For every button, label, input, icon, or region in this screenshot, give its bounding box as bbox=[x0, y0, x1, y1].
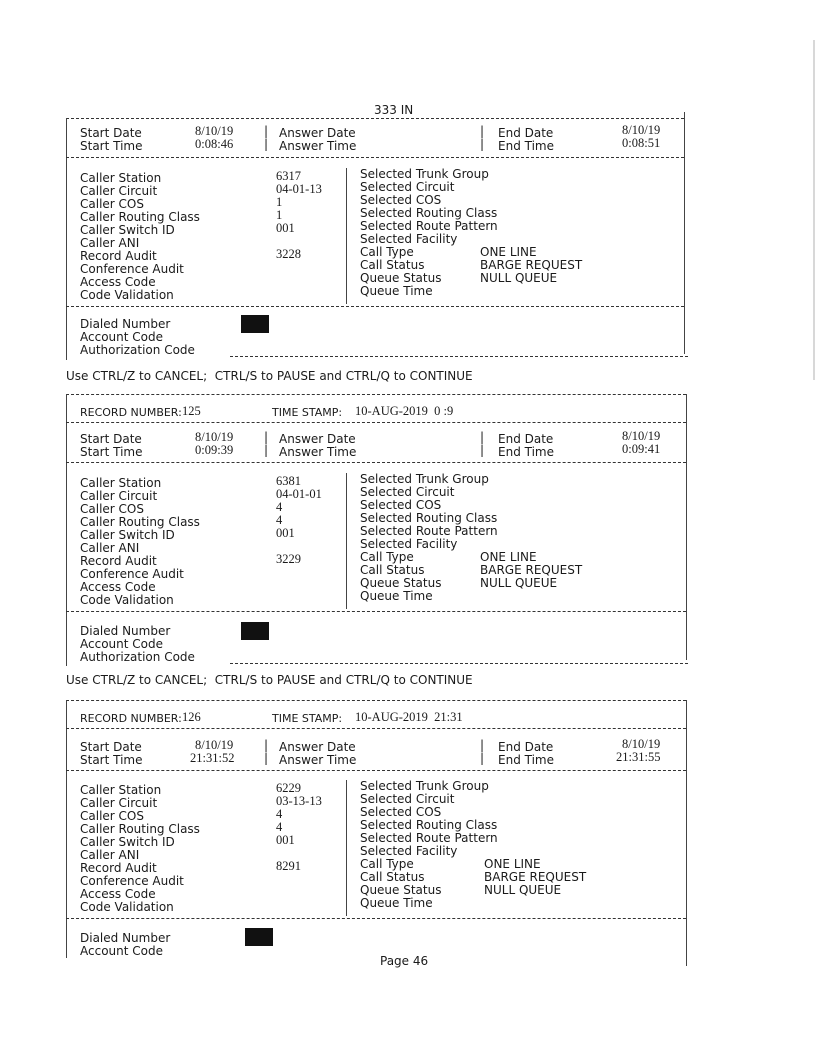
time-stamp-value: 10-AUG-2019 0 :9 bbox=[355, 404, 454, 418]
divider bbox=[66, 700, 67, 958]
selected-facility-label: Selected Facility bbox=[360, 844, 458, 858]
sep: | bbox=[480, 751, 485, 765]
divider bbox=[66, 306, 684, 307]
page-number: Page 46 bbox=[380, 954, 429, 968]
queue-status-value: NULL QUEUE bbox=[480, 576, 558, 590]
divider bbox=[66, 700, 686, 701]
record-audit-label: Record Audit bbox=[80, 554, 157, 568]
answer-date-label: Answer Date bbox=[279, 740, 356, 754]
call-status-value: BARGE REQUEST bbox=[484, 870, 587, 884]
start-time-label: Start Time bbox=[80, 445, 143, 459]
call-status-value: BARGE REQUEST bbox=[480, 563, 583, 577]
caller-routing-class-value: 4 bbox=[276, 513, 283, 527]
selected-circuit-label: Selected Circuit bbox=[360, 792, 455, 806]
selected-cos-label: Selected COS bbox=[360, 193, 442, 207]
sep: | bbox=[264, 751, 269, 765]
redaction-box bbox=[241, 622, 269, 640]
ctrl-instruction: Use CTRL/Z to CANCEL; CTRL/S to PAUSE and CTRL/Q to CONTINUE bbox=[66, 369, 473, 383]
caller-switch-id-value: 001 bbox=[276, 526, 295, 540]
start-time-value: 0:08:46 bbox=[195, 137, 234, 151]
caller-switch-id-label: Caller Switch ID bbox=[80, 223, 175, 237]
caller-circuit-value: 04-01-01 bbox=[276, 487, 322, 501]
access-code-label: Access Code bbox=[80, 887, 156, 901]
end-date-label: End Date bbox=[498, 126, 554, 140]
sep: | bbox=[264, 443, 269, 457]
ctrl-instruction: Use CTRL/Z to CANCEL; CTRL/S to PAUSE and CTRL/Q to CONTINUE bbox=[66, 673, 473, 687]
dialed-number-label: Dialed Number bbox=[80, 624, 171, 638]
caller-station-value: 6381 bbox=[276, 474, 301, 488]
divider bbox=[686, 394, 687, 660]
call-type-label: Call Type bbox=[360, 857, 414, 871]
caller-circuit-value: 03-13-13 bbox=[276, 794, 322, 808]
divider bbox=[346, 780, 347, 916]
caller-switch-id-value: 001 bbox=[276, 833, 295, 847]
divider bbox=[66, 157, 684, 158]
start-date-label: Start Date bbox=[80, 126, 142, 140]
divider bbox=[66, 118, 67, 360]
divider bbox=[66, 462, 686, 463]
caller-cos-label: Caller COS bbox=[80, 197, 144, 211]
end-date-value: 8/10/19 bbox=[622, 429, 661, 443]
queue-time-label: Queue Time bbox=[360, 896, 433, 910]
start-time-label: Start Time bbox=[80, 753, 143, 767]
scan-edge bbox=[813, 40, 815, 380]
start-time-value: 0:09:39 bbox=[195, 443, 234, 457]
authorization-code-label: Authorization Code bbox=[80, 343, 195, 357]
start-date-value: 8/10/19 bbox=[195, 738, 234, 752]
call-status-label: Call Status bbox=[360, 258, 425, 272]
start-time-label: Start Time bbox=[80, 139, 143, 153]
caller-cos-value: 4 bbox=[276, 500, 283, 514]
record-number-value: 125 bbox=[182, 404, 201, 418]
divider bbox=[66, 728, 686, 729]
queue-status-label: Queue Status bbox=[360, 883, 442, 897]
redaction-box bbox=[245, 928, 273, 946]
record-audit-value: 8291 bbox=[276, 859, 301, 873]
account-code-label: Account Code bbox=[80, 944, 163, 958]
divider bbox=[230, 663, 688, 664]
caller-circuit-label: Caller Circuit bbox=[80, 796, 158, 810]
end-date-label: End Date bbox=[498, 432, 554, 446]
sep: | bbox=[264, 137, 269, 151]
dialed-number-label: Dialed Number bbox=[80, 317, 171, 331]
caller-routing-class-label: Caller Routing Class bbox=[80, 822, 200, 836]
call-type-value: ONE LINE bbox=[480, 245, 537, 259]
selected-routing-class-label: Selected Routing Class bbox=[360, 206, 498, 220]
answer-time-label: Answer Time bbox=[279, 139, 357, 153]
caller-cos-value: 1 bbox=[276, 195, 283, 209]
page-header: 333 IN bbox=[374, 103, 414, 117]
conference-audit-label: Conference Audit bbox=[80, 874, 184, 888]
record-audit-label: Record Audit bbox=[80, 861, 157, 875]
divider bbox=[686, 700, 687, 966]
divider bbox=[66, 611, 686, 612]
divider bbox=[66, 118, 684, 119]
start-time-value: 21:31:52 bbox=[190, 751, 235, 765]
time-stamp-label: TIME STAMP: bbox=[272, 406, 343, 419]
account-code-label: Account Code bbox=[80, 330, 163, 344]
sep: | bbox=[264, 738, 269, 752]
call-type-label: Call Type bbox=[360, 245, 414, 259]
caller-station-value: 6317 bbox=[276, 169, 301, 183]
call-type-value: ONE LINE bbox=[484, 857, 541, 871]
selected-trunk-group-label: Selected Trunk Group bbox=[360, 472, 489, 486]
record-audit-value: 3228 bbox=[276, 247, 301, 261]
caller-circuit-value: 04-01-13 bbox=[276, 182, 322, 196]
start-date-label: Start Date bbox=[80, 740, 142, 754]
end-date-value: 8/10/19 bbox=[622, 737, 661, 751]
selected-route-pattern-label: Selected Route Pattern bbox=[360, 831, 498, 845]
end-time-label: End Time bbox=[498, 445, 554, 459]
start-date-value: 8/10/19 bbox=[195, 124, 234, 138]
call-type-label: Call Type bbox=[360, 550, 414, 564]
selected-route-pattern-label: Selected Route Pattern bbox=[360, 219, 498, 233]
selected-facility-label: Selected Facility bbox=[360, 232, 458, 246]
end-time-value: 0:09:41 bbox=[622, 442, 661, 456]
code-validation-label: Code Validation bbox=[80, 593, 174, 607]
answer-time-label: Answer Time bbox=[279, 753, 357, 767]
caller-ani-label: Caller ANI bbox=[80, 236, 140, 250]
queue-status-value: NULL QUEUE bbox=[480, 271, 558, 285]
caller-ani-label: Caller ANI bbox=[80, 848, 140, 862]
selected-cos-label: Selected COS bbox=[360, 805, 442, 819]
code-validation-label: Code Validation bbox=[80, 288, 174, 302]
record-number-label: RECORD NUMBER: bbox=[80, 406, 182, 419]
caller-station-value: 6229 bbox=[276, 781, 301, 795]
divider bbox=[66, 770, 686, 771]
selected-route-pattern-label: Selected Route Pattern bbox=[360, 524, 498, 538]
divider bbox=[346, 168, 347, 304]
sep: | bbox=[480, 137, 485, 151]
divider bbox=[66, 918, 686, 919]
end-date-label: End Date bbox=[498, 740, 554, 754]
caller-cos-value: 4 bbox=[276, 807, 283, 821]
caller-routing-class-label: Caller Routing Class bbox=[80, 210, 200, 224]
caller-switch-id-label: Caller Switch ID bbox=[80, 528, 175, 542]
call-type-value: ONE LINE bbox=[480, 550, 537, 564]
queue-status-label: Queue Status bbox=[360, 576, 442, 590]
dialed-number-label: Dialed Number bbox=[80, 931, 171, 945]
start-date-value: 8/10/19 bbox=[195, 430, 234, 444]
divider bbox=[66, 394, 686, 395]
selected-routing-class-label: Selected Routing Class bbox=[360, 818, 498, 832]
caller-routing-class-value: 1 bbox=[276, 208, 283, 222]
selected-cos-label: Selected COS bbox=[360, 498, 442, 512]
divider bbox=[66, 422, 686, 423]
redaction-box bbox=[241, 315, 269, 333]
caller-routing-class-label: Caller Routing Class bbox=[80, 515, 200, 529]
queue-time-label: Queue Time bbox=[360, 284, 433, 298]
caller-ani-label: Caller ANI bbox=[80, 541, 140, 555]
access-code-label: Access Code bbox=[80, 275, 156, 289]
time-stamp-value: 10-AUG-2019 21:31 bbox=[355, 710, 463, 724]
authorization-code-label: Authorization Code bbox=[80, 650, 195, 664]
selected-facility-label: Selected Facility bbox=[360, 537, 458, 551]
time-stamp-label: TIME STAMP: bbox=[272, 712, 343, 725]
record-audit-label: Record Audit bbox=[80, 249, 157, 263]
caller-circuit-label: Caller Circuit bbox=[80, 489, 158, 503]
conference-audit-label: Conference Audit bbox=[80, 262, 184, 276]
divider bbox=[684, 118, 685, 354]
caller-switch-id-label: Caller Switch ID bbox=[80, 835, 175, 849]
answer-time-label: Answer Time bbox=[279, 445, 357, 459]
caller-station-label: Caller Station bbox=[80, 476, 162, 490]
record-audit-value: 3229 bbox=[276, 552, 301, 566]
end-time-label: End Time bbox=[498, 139, 554, 153]
sep: | bbox=[264, 124, 269, 138]
sep: | bbox=[480, 430, 485, 444]
account-code-label: Account Code bbox=[80, 637, 163, 651]
divider bbox=[230, 356, 688, 357]
queue-status-value: NULL QUEUE bbox=[484, 883, 562, 897]
call-status-label: Call Status bbox=[360, 870, 425, 884]
sep: | bbox=[480, 124, 485, 138]
selected-circuit-label: Selected Circuit bbox=[360, 180, 455, 194]
answer-date-label: Answer Date bbox=[279, 126, 356, 140]
queue-time-label: Queue Time bbox=[360, 589, 433, 603]
divider bbox=[66, 394, 67, 666]
end-time-value: 0:08:51 bbox=[622, 136, 661, 150]
code-validation-label: Code Validation bbox=[80, 900, 174, 914]
caller-cos-label: Caller COS bbox=[80, 809, 144, 823]
caller-routing-class-value: 4 bbox=[276, 820, 283, 834]
sep: | bbox=[480, 443, 485, 457]
record-number-value: 126 bbox=[182, 710, 201, 724]
caller-station-label: Caller Station bbox=[80, 783, 162, 797]
record-number-label: RECORD NUMBER: bbox=[80, 712, 182, 725]
conference-audit-label: Conference Audit bbox=[80, 567, 184, 581]
access-code-label: Access Code bbox=[80, 580, 156, 594]
sep: | bbox=[480, 738, 485, 752]
selected-trunk-group-label: Selected Trunk Group bbox=[360, 167, 489, 181]
divider bbox=[346, 473, 347, 609]
selected-circuit-label: Selected Circuit bbox=[360, 485, 455, 499]
selected-trunk-group-label: Selected Trunk Group bbox=[360, 779, 489, 793]
end-time-value: 21:31:55 bbox=[616, 750, 661, 764]
call-status-value: BARGE REQUEST bbox=[480, 258, 583, 272]
call-status-label: Call Status bbox=[360, 563, 425, 577]
end-time-label: End Time bbox=[498, 753, 554, 767]
start-date-label: Start Date bbox=[80, 432, 142, 446]
caller-switch-id-value: 001 bbox=[276, 221, 295, 235]
sep: | bbox=[264, 430, 269, 444]
end-date-value: 8/10/19 bbox=[622, 123, 661, 137]
caller-cos-label: Caller COS bbox=[80, 502, 144, 516]
caller-station-label: Caller Station bbox=[80, 171, 162, 185]
answer-date-label: Answer Date bbox=[279, 432, 356, 446]
queue-status-label: Queue Status bbox=[360, 271, 442, 285]
selected-routing-class-label: Selected Routing Class bbox=[360, 511, 498, 525]
caller-circuit-label: Caller Circuit bbox=[80, 184, 158, 198]
